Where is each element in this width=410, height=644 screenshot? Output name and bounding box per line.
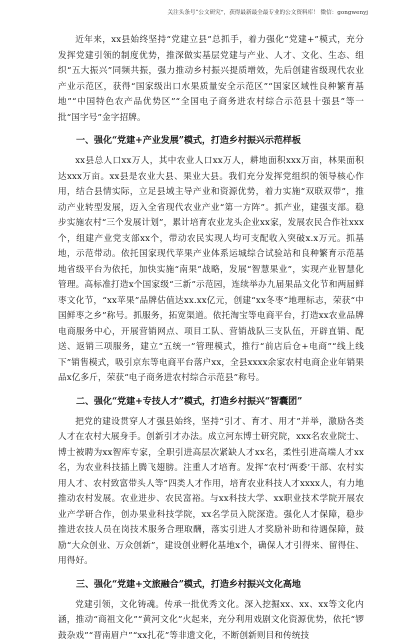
section-1-body: xx县总人口xx万人，其中农业人口xx万人，耕地面积xxx万亩，林果面积达xxx万亩。xx县是农业大县、果业大县。我们充分发挥党组织的领导核心作用，结合县情实际，立足县域主导产业和资源优势，着力实施“双联双带”，推动产业转型发展，迈入全省现代农业产业“第一方阵”。抓产业，建强支部。稳步实施农村“三个发展计划”，累计培育农业龙头企业xx家，发展农民合作社xxx个，组建产业党支部xx个，带动农民实现人均可支配收入突破x.x万元。抓基地，示范带动。依托国家现代苹果产业体系运城综合试验站和良种繁育示范基地省级平台为依托，加快实施“南果”战略，发展“智慧果业”，实现产业智慧化管理。高标准打造x个国家级“三新”示范园，连续举办九届果品文化节和两届鲜枣文化节，“xx苹果”品牌估值达xx.xx亿元，创建“xx冬枣”地理标志，荣获“中国鲜枣之乡”称号。抓服务，拓宽渠道。依托淘宝等电商平台，打造xx农业品牌电商服务中心，开展营销网点、项目工队、营销战队三支队伍，开辟直销、配送、返销三项服务，建立“五统一”管理模式，推行“前店后仓+电商”“线上线下”销售模式，吸引京东等电商平台落户xx，全县xxxx余家农村电商企业年销果品x亿多斤，荣获“电子商务进农村综合示范县”称号。 [58,154,364,387]
intro-paragraph: 近年来，xx县始终坚持“党建立县”总抓手，着力强化“党建+”模式，充分发挥党建引领的制度优势，推深做实基层党建与产业、人才、文化、生态、组织“五大振兴”同频共振，强力推动乡村振兴提质增效，先后创建省级现代农业产业示范区，获得“国家级出口水果质量安全示范区”“国家区域性良种繁育基地”“中国特色农产品优势区”“全国电子商务进农村综合示范县十强县”等一批“国字号”金字招牌。 [58,33,364,126]
section-1-heading: 一、强化“党建+产业发展”模式，打造乡村振兴示范样板 [58,126,364,154]
section-2-body: 把党的建设贯穿人才强县始终，坚持“引才、育才、用才”并举，激励各类人才在农村大展身手。创新引才办法。成立河东博士研究院，xxx名农业院士、博士被聘为xx智库专家，全职引进高层次紧缺人才xx名，柔性引进高端人才xx名，为农业科技插上腾飞翅膀。注重人才培育。发挥“农村‘两委’干部、农村实用人才、农村致富带头人等”四类人才作用，培育农业科技人才xxxx人，有力地推动农村发展。农业进步、农民富裕。与xx科技大学、xx职业技术学院开展农业产学研合作，创办果业科技学院，xx名学员入院深造。强化人才保障，稳步推进农技人员在岗技术服务合理取酬，落实引进人才奖励补助和待遇保障，鼓励“大众创业、万众创新”，建设创业孵化基地x个，确保人才引得来、留得住、用得好。 [58,415,364,570]
section-3-heading: 三、强化“党建+文旅融合”模式，打造乡村振兴文化高地 [58,570,364,598]
page-header-notice: 关注头条号“公文研究”，获得最新最全最专业的公文资料库！ 微信：gongwenyj [58,9,368,17]
section-3-body: 党建引领，文化铸魂。传承一批优秀文化。深入挖掘xx、xx、xx等文化内涵，推动“商祖文化”“黄河文化”火起来，充分利用戏剧文化资源优势，依托“锣鼓杂戏”“晋南眉户”“xx扎花”等非遗文化，不断创新则目和传统技 [58,598,364,644]
section-2-heading: 二、强化“党建+专技人才”模式，打造乡村振兴“智囊团” [58,387,364,415]
